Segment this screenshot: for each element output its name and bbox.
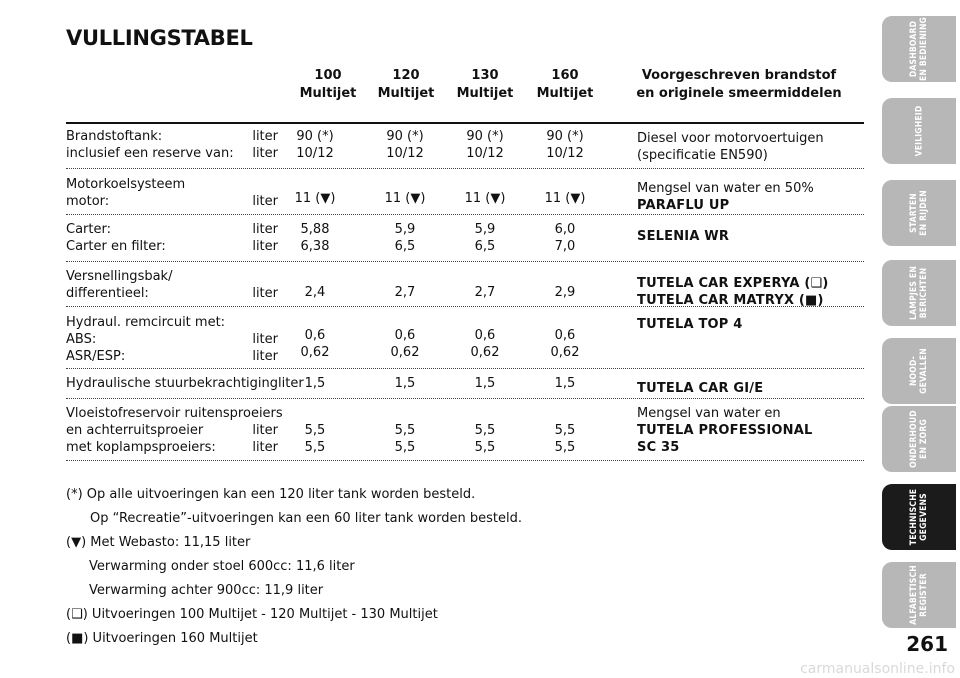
spec-line: Mengsel van water en [637,406,781,421]
value: 90 (*) [386,129,424,144]
value: 5,5 [554,440,576,455]
value: 5,9 [474,222,496,237]
row-fuel-units [230,128,278,162]
tab-onderhoud[interactable] [882,406,956,472]
label-line: ABS: [66,332,97,347]
spec-line: TUTELA CAR MATRYX (■) [637,293,824,308]
footnote: (▼) Met Webasto: 11,15 liter [66,535,251,550]
value: 90 (*) [546,129,584,144]
tab-label: VEILIGHEID [913,105,924,157]
footnotes [66,483,522,651]
value: 6,38 [300,239,330,254]
row-carter-160 [530,221,600,255]
column-header-line: Multijet [299,86,357,101]
footnote: Verwarming onder stoel 600cc: 11,6 liter [89,559,355,574]
label-line: motor: [66,194,110,209]
column-header-100 [286,67,370,103]
label-line: Vloeistofreservoir ruitensproeiers [66,406,283,421]
footnote: (*) Op alle uitvoeringen kan een 120 liter tank worden besteld. [66,487,476,502]
row-divider [66,368,864,369]
column-header-160 [526,67,604,103]
spec-header-line: Voorgeschreven brandstof [641,68,837,83]
row-cooling-120: 11 (▼) [384,191,426,206]
value: 10/12 [296,146,334,161]
row-carter-130 [450,221,520,255]
row-carter-100 [280,221,350,255]
column-header-line: Multijet [377,86,435,101]
value: 6,5 [474,239,496,254]
value: 90 (*) [296,129,334,144]
value: 0,6 [394,328,416,343]
row-divider [66,261,864,262]
column-header-line: 160 [551,68,579,83]
row-washer-120 [370,422,440,456]
label-line: differentieel: [66,286,149,301]
row-cooling-130: 11 (▼) [464,191,506,206]
value: 0,6 [474,328,496,343]
column-header-line: 130 [471,68,499,83]
tab-label: TECHNISCHE GEGEVENS [908,488,929,546]
label-line: Brandstoftank: [66,129,163,144]
page-number: 261 [906,632,948,656]
tab-noodgevallen[interactable] [882,338,956,404]
row-cooling-100: 11 (▼) [294,191,336,206]
unit: liter [252,194,278,209]
label-line: Versnellingsbak/ [66,269,173,284]
tab-alfabetisch-register[interactable] [882,562,956,628]
spec-header-line: en originele smeermiddelen [636,86,842,101]
unit: liter [252,222,278,237]
value: 5,88 [300,222,330,237]
row-washer-100 [280,422,350,456]
label-line: en achterruitsproeier [66,423,204,438]
unit: liter [252,146,278,161]
tab-dashboard[interactable] [882,16,956,82]
row-brake-units [230,331,278,365]
row-cooling-spec [637,180,867,214]
row-gearbox-120: 2,7 [394,285,416,300]
row-carter-120 [370,221,440,255]
spec-line: SC 35 [637,440,680,455]
value: 5,5 [554,423,576,438]
unit: liter [252,423,278,438]
spec-line: PARAFLU UP [637,198,730,213]
tab-starten[interactable] [882,180,956,246]
row-brake-spec [637,316,867,333]
tab-label: LAMPJES EN BERICHTEN [909,266,929,320]
tab-label: ALFABETISCH REGISTER [908,565,929,625]
row-washer-spec [637,405,867,456]
spec-line: TUTELA TOP 4 [637,317,743,332]
row-fuel-160 [530,128,600,162]
value: 0,62 [390,345,420,360]
label-line: inclusief een reserve van: [66,146,234,161]
label-line: Hydraul. remcircuit met: [66,315,226,330]
spec-line: TUTELA PROFESSIONAL [637,423,813,438]
spec-line: Diesel voor motorvoertuigen [637,131,824,146]
row-fuel-120 [370,128,440,162]
row-cooling-160: 11 (▼) [544,191,586,206]
row-fuel-100 [280,128,350,162]
row-steering-120: 1,5 [394,376,416,391]
unit: liter [252,286,278,301]
value: 0,62 [300,345,330,360]
column-header-line: 120 [392,68,420,83]
tab-label: NOOD- GEVALLEN [908,348,929,394]
value: 5,5 [304,440,326,455]
row-brake-160 [530,327,600,361]
spec-column-header [622,67,856,103]
column-header-line: Multijet [456,86,514,101]
row-steering-160: 1,5 [554,376,576,391]
row-gearbox-spec [637,275,867,309]
row-gearbox-100: 2,4 [304,285,326,300]
row-gearbox-130: 2,7 [474,285,496,300]
column-header-line: 100 [314,68,342,83]
row-washer-130 [450,422,520,456]
footnote: (■) Uitvoeringen 160 Multijet [66,631,258,646]
value: 7,0 [554,239,576,254]
value: 5,9 [394,222,416,237]
value: 0,62 [470,345,500,360]
column-header-130 [446,67,524,103]
row-brake-100 [280,327,350,361]
watermark-text: carmanualsonline.info [800,661,955,676]
value: 0,62 [550,345,580,360]
row-washer-160 [530,422,600,456]
footnote: Verwarming achter 900cc: 11,9 liter [89,583,324,598]
tab-veiligheid[interactable] [882,98,956,164]
row-steering-spec [637,380,867,397]
footnote: (❑) Uitvoeringen 100 Multijet - 120 Multijet - 130 Multijet [66,607,438,622]
spec-line: (specificatie EN590) [637,148,768,163]
row-carter-units [230,221,278,255]
row-divider [66,168,864,169]
label-line: ASR/ESP: [66,349,126,364]
spec-line: TUTELA CAR GI/E [637,381,764,396]
value: 5,5 [474,440,496,455]
row-steering-130: 1,5 [474,376,496,391]
chapter-tabs [878,0,960,678]
tab-label: STARTEN EN RIJDEN [908,190,929,236]
tab-technische-gegevens[interactable] [882,484,956,550]
value: 5,5 [304,423,326,438]
value: 5,5 [394,440,416,455]
row-divider [66,460,864,461]
value: 10/12 [546,146,584,161]
row-carter-spec [637,228,867,245]
value: 10/12 [386,146,424,161]
label-line: Motorkoelsysteem [66,177,186,192]
column-header-120 [366,67,446,103]
unit: liter [252,440,278,455]
value: 5,5 [474,423,496,438]
unit: liter [252,129,278,144]
row-steering-label: Hydraulische stuurbekrachtigingliter [66,376,304,391]
label-line: met koplampsproeiers: [66,440,216,455]
tab-label: DASHBOARD EN BEDIENING [908,16,929,82]
row-divider [66,214,864,215]
row-gearbox-units [230,285,278,302]
value: 6,5 [394,239,416,254]
column-header-line: Multijet [536,86,594,101]
label-line: Carter: [66,222,111,237]
value: 0,6 [304,328,326,343]
value: 6,0 [554,222,576,237]
value: 10/12 [466,146,504,161]
row-brake-120 [370,327,440,361]
row-brake-130 [450,327,520,361]
row-gearbox-160: 2,9 [554,285,576,300]
header-rule [66,122,864,124]
row-fuel-spec [637,130,867,164]
watermark [580,660,960,676]
row-steering-100: 1,5 [304,376,326,391]
value: 0,6 [554,328,576,343]
label-line: Carter en filter: [66,239,166,254]
unit: liter [252,239,278,254]
unit: liter [252,332,278,347]
value: 5,5 [394,423,416,438]
row-divider [66,398,864,399]
value: 90 (*) [466,129,504,144]
spec-line: TUTELA CAR EXPERYA (❑) [637,276,829,291]
row-fuel-130 [450,128,520,162]
row-divider [66,306,864,307]
tab-lampjes[interactable] [882,260,956,326]
row-washer-units [230,422,278,456]
spec-line: SELENIA WR [637,229,730,244]
tab-label: ONDERHOUD EN ZORG [909,410,929,468]
spec-line: Mengsel van water en 50% [637,181,814,196]
footnote: Op “Recreatie”-uitvoeringen kan een 60 liter tank worden besteld. [90,511,522,526]
unit: liter [252,349,278,364]
page-title: VULLINGSTABEL [66,26,253,50]
row-cooling-units [230,193,278,210]
